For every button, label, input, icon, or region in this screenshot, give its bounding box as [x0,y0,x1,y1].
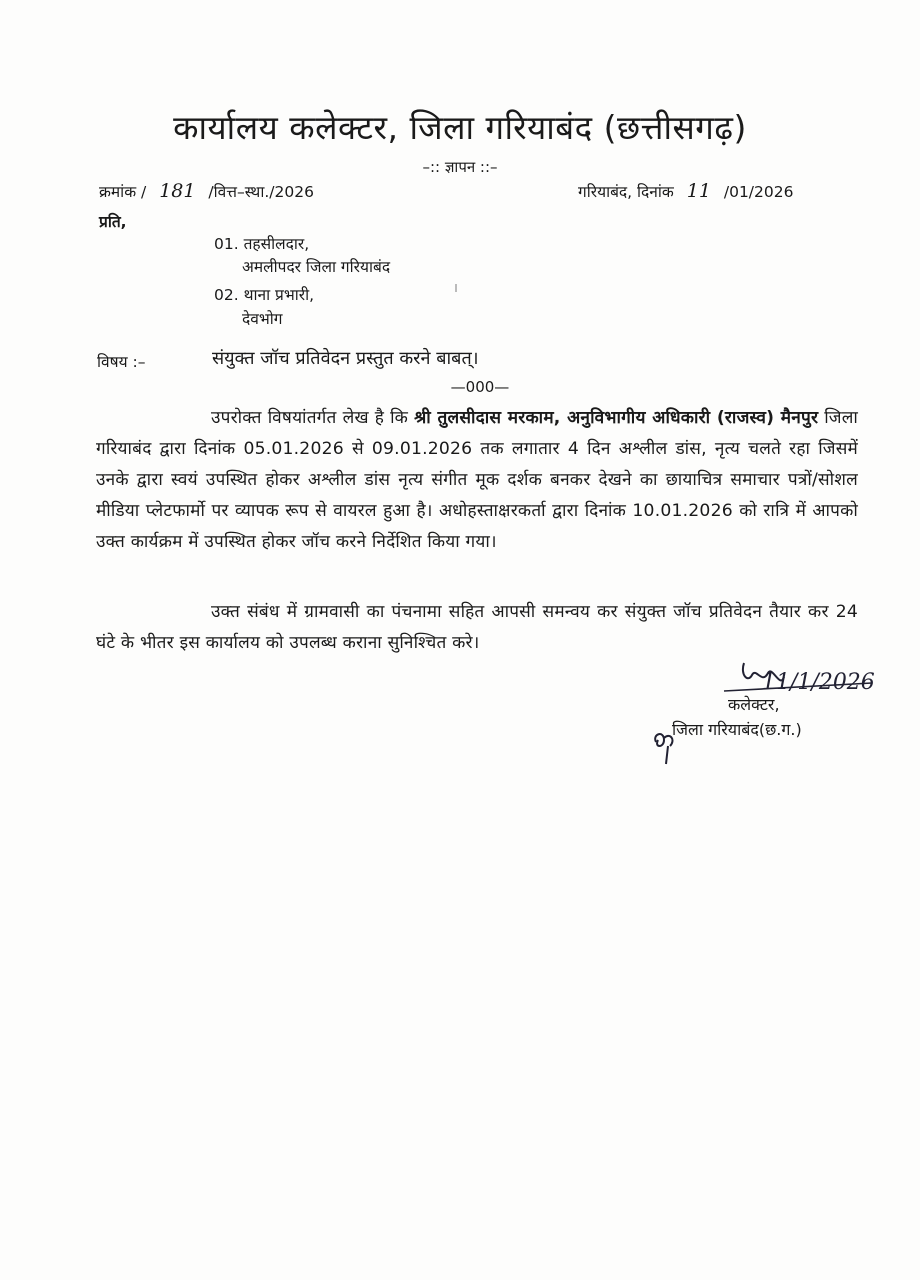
body-paragraph-2: उक्त संबंध में ग्रामवासी का पंचनामा सहित आपसी समन्वय कर संयुक्त जॉच प्रतिवेदन तैयार कर 24 घंटे के भीतर इस कार्यालय को उपलब्ध कराना सुनिश्चित करे। [96,602,858,653]
date-suffix: /01/2026 [723,183,794,201]
addressee-line-3: 02. थाना प्रभारी, [214,286,315,304]
addressee-line-1: 01. तहसीलदार, [214,235,310,253]
office-title: कार्यालय कलेक्टर, जिला गरियाबंद (छत्तीसगढ़) [173,108,747,147]
p1-rest: जिला गरियाबंद द्वारा दिनांक 05.01.2026 से 09.01.2026 तक लगातार 4 दिन अश्लील डांस, नृत्य चलते रहा जिसमें उनके द्वारा स्वयं उपस्थित होकर अश्लील डांस नृत्य संगीत मूक दर्शक बनकर देखने का छायाचित्र समाचार पत्रों/सोशल मीडिया प्लेटफार्मो पर व्यापक रूप से वायरल हुआ है। अधोहस्ताक्षरकर्ता द्वारा दिनांक 10.01.2026 को रात्रि में आपको उक्त कार्यक्रम में उपस्थित होकर जॉच करने निर्देशित किया गया। [96,408,858,552]
p1-intro: उपरोक्त विषयांतर्गत लेख है कि [211,408,415,428]
addressee-line-2: अमलीपदर जिला गरियाबंद [242,258,391,276]
memo-label: –:: ज्ञापन ::– [422,158,498,176]
reference-number [99,180,314,202]
paper-mark [455,284,457,292]
date-prefix: गरियाबंद, दिनांक [578,183,674,201]
body-paragraph-1 [96,403,858,558]
reference-prefix: क्रमांक / [99,183,147,201]
issue-date [578,180,793,202]
to-label: प्रति, [99,213,127,231]
p1-officer-name: श्री तुलसीदास मरकाम, अनुविभागीय अधिकारी (राजस्व) मैनपुर [414,408,819,428]
addressee-line-4: देवभोग [242,310,283,328]
date-handwritten-day: 11 [686,180,711,202]
subject-text: संयुक्त जॉच प्रतिवेदन प्रस्तुत करने बाबत्। [212,348,479,369]
signatory-district: जिला गरियाबंद(छ.ग.) [672,720,802,739]
reference-handwritten-number: 181 [159,180,196,202]
reference-suffix: /वित्त–स्था./2026 [208,183,314,201]
signatory-designation: कलेक्टर, [728,695,780,714]
subject-label: विषय :– [97,353,146,371]
subject-separator: —000— [450,378,510,396]
signature-handwritten-date: 11/1/2026 [762,670,875,695]
